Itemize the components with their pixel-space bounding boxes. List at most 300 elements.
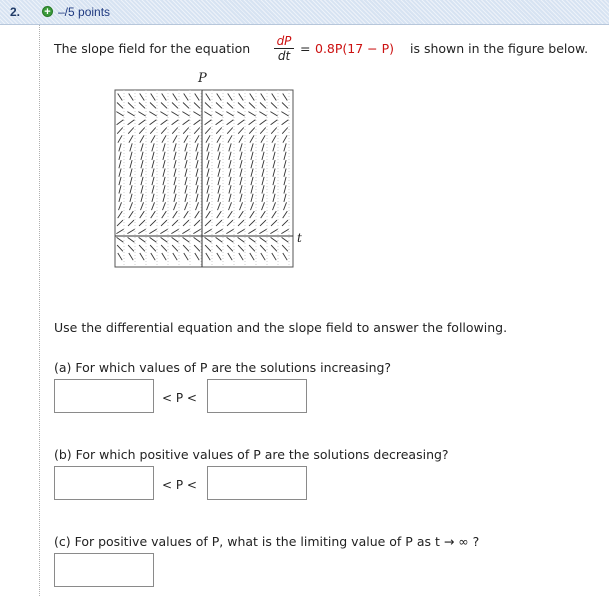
slope-segment [216, 237, 223, 242]
slope-segment [150, 237, 157, 242]
slope-segment [174, 160, 176, 168]
points-label[interactable]: –/5 points [58, 5, 111, 19]
slope-segment [271, 103, 277, 109]
slope-segment [228, 211, 233, 218]
slope-segment [150, 128, 156, 134]
slope-segment [141, 177, 143, 185]
slope-segment [139, 237, 146, 242]
slope-segment [163, 194, 165, 202]
slope-segment [262, 202, 265, 210]
slope-segment [130, 160, 132, 168]
slope-segment [127, 112, 134, 116]
slope-segment [139, 245, 145, 251]
slope-segment [229, 185, 231, 193]
slope-segment [273, 143, 275, 151]
slope-segment [251, 202, 254, 210]
slope-segment [228, 253, 232, 260]
slope-segment [270, 229, 277, 233]
slope-segment [229, 152, 231, 160]
slope-segment [130, 177, 132, 185]
slope-segment [128, 103, 134, 109]
slope-segment [173, 253, 177, 260]
slope-segment [206, 135, 210, 142]
slope-segment [194, 237, 201, 242]
slope-segment [163, 202, 166, 210]
derivative-fraction [273, 34, 295, 63]
slope-segment [172, 237, 179, 242]
slope-segment [229, 194, 231, 202]
slope-segment [194, 120, 201, 125]
slope-segment [172, 220, 178, 226]
slope-segment [174, 143, 176, 151]
slope-segment [163, 143, 165, 151]
slope-segment [238, 128, 244, 134]
slope-segment [196, 152, 198, 160]
slope-segment [240, 194, 242, 202]
slope-segment [251, 177, 253, 185]
part-a-upper-input[interactable] [207, 379, 307, 413]
slope-segment [206, 253, 210, 260]
fraction-denominator: dt [277, 49, 291, 63]
slope-segment [282, 128, 288, 134]
slope-segment [152, 143, 154, 151]
slope-segment [240, 169, 242, 177]
slope-segment [238, 237, 245, 242]
part-b-upper-input[interactable] [207, 466, 307, 500]
part-b-question: (b) For which positive values of P are the solutions decreasing? [54, 447, 449, 462]
slope-segment [183, 220, 189, 226]
slope-segment [196, 202, 199, 210]
slope-segment [240, 202, 243, 210]
figure-frame [115, 90, 293, 267]
slope-segment [226, 112, 233, 116]
slope-segment [152, 194, 154, 202]
slope-segment [282, 237, 289, 242]
slope-segment [215, 229, 222, 233]
slope-segment [217, 94, 222, 101]
slope-segment [185, 194, 187, 202]
slope-segment [218, 160, 220, 168]
slope-segment [141, 143, 143, 151]
slope-segment [150, 120, 157, 125]
slope-segment [184, 211, 189, 218]
slope-segment [128, 237, 135, 242]
slope-segment [207, 143, 209, 151]
slope-segment [127, 229, 134, 233]
slope-segment [248, 112, 255, 116]
slope-segment [152, 177, 154, 185]
slope-segment [119, 185, 121, 193]
slope-segment [128, 220, 134, 226]
slope-segment [227, 128, 233, 134]
slope-segment [207, 185, 209, 193]
slope-segment [228, 94, 233, 101]
slope-segment [229, 160, 231, 168]
slope-segment [248, 229, 255, 233]
slope-segment [118, 211, 123, 218]
slope-segment [141, 160, 143, 168]
slope-segment [128, 245, 134, 251]
part-c-question: (c) For positive values of P, what is the limiting value of P as t → ∞ ? [54, 534, 480, 549]
slope-segment [218, 177, 220, 185]
slope-segment [172, 103, 178, 109]
slope-segment [204, 229, 211, 233]
slope-segment [130, 169, 132, 177]
slope-segment [119, 160, 121, 168]
slope-segment [261, 94, 266, 101]
slope-segment [139, 128, 145, 134]
slope-segment [229, 169, 231, 177]
slope-segment [272, 253, 276, 260]
slope-segment [194, 245, 200, 251]
slope-segment [262, 160, 264, 168]
part-b-lower-input[interactable] [54, 466, 154, 500]
slope-segment [119, 202, 122, 210]
slope-segment [119, 143, 121, 151]
slope-segment [227, 237, 234, 242]
slope-segment [216, 220, 222, 226]
slope-segment [194, 220, 200, 226]
slope-segment [259, 229, 266, 233]
slope-segment [250, 94, 255, 101]
slope-segment [196, 169, 198, 177]
slope-segment [173, 94, 178, 101]
slope-segment [196, 143, 198, 151]
slope-segment [163, 152, 165, 160]
slope-segment [130, 202, 133, 210]
slope-segment [240, 160, 242, 168]
slope-segment [227, 120, 234, 125]
slope-segment [207, 169, 209, 177]
slope-segment [118, 135, 122, 142]
slope-segment [195, 135, 199, 142]
problem-trailing-text: is shown in the figure below. [410, 41, 589, 56]
slope-segment [262, 194, 264, 202]
slope-segment [185, 185, 187, 193]
slope-segment [215, 112, 222, 116]
slope-segment [185, 160, 187, 168]
slope-segment [205, 128, 211, 134]
t-axis-label: t [297, 231, 302, 245]
slope-segment [140, 211, 145, 218]
slope-segment [172, 245, 178, 251]
slope-segment [152, 202, 155, 210]
slope-segment [205, 220, 211, 226]
slope-segment [174, 169, 176, 177]
slope-segment [284, 160, 286, 168]
slope-segment [183, 237, 190, 242]
slope-segment [250, 211, 255, 218]
slope-segment [172, 120, 179, 125]
slope-segment [205, 245, 211, 251]
slope-segment [239, 211, 244, 218]
slope-segment [149, 112, 156, 116]
slope-segment [150, 220, 156, 226]
slope-segment [162, 135, 166, 142]
slope-segment [238, 245, 244, 251]
slope-segment [251, 185, 253, 193]
slope-segment [183, 245, 189, 251]
part-c-input[interactable] [54, 553, 154, 587]
slope-segment [281, 229, 288, 233]
slope-segment [174, 202, 177, 210]
slope-segment [183, 103, 189, 109]
slope-segment [141, 185, 143, 193]
equals-sign: = [300, 41, 311, 56]
slope-segment [117, 237, 124, 242]
slope-segment [240, 177, 242, 185]
slope-segment [216, 245, 222, 251]
slope-segment [251, 194, 253, 202]
slope-segment [207, 194, 209, 202]
slope-segment [260, 120, 267, 125]
slope-segment [239, 253, 243, 260]
slope-segment [161, 128, 167, 134]
slope-segment [160, 229, 167, 233]
slope-segment [161, 103, 167, 109]
slope-segment [128, 128, 134, 134]
question-number: 2. [10, 5, 21, 19]
slope-segment [118, 94, 123, 101]
slope-segment [283, 253, 287, 260]
slope-segment [284, 143, 286, 151]
slope-segment [237, 112, 244, 116]
slope-segment [151, 94, 156, 101]
slope-segment [229, 202, 232, 210]
slope-segment [128, 120, 135, 125]
slope-segment [163, 169, 165, 177]
slope-segment [284, 152, 286, 160]
slope-segment [272, 135, 276, 142]
slope-segment [249, 237, 256, 242]
slope-segment [163, 177, 165, 185]
slope-segment [271, 128, 277, 134]
slope-segment [272, 94, 277, 101]
slope-segment [282, 245, 288, 251]
slope-segment [204, 112, 211, 116]
slope-segment [119, 152, 121, 160]
part-a-lower-input[interactable] [54, 379, 154, 413]
fraction-numerator: dP [276, 34, 292, 48]
slope-segment [185, 152, 187, 160]
part-a-inequality: < P < [162, 391, 197, 405]
part-b-inequality: < P < [162, 478, 197, 492]
slope-segment [239, 94, 244, 101]
slope-segment [281, 112, 288, 116]
slope-segment [271, 120, 278, 125]
slope-segment [207, 152, 209, 160]
slope-segment [218, 169, 220, 177]
slope-segment [196, 185, 198, 193]
slope-segment [216, 103, 222, 109]
slope-segment [117, 103, 123, 109]
slope-segment [262, 152, 264, 160]
slope-segment [205, 103, 211, 109]
slope-segment [151, 211, 156, 218]
slope-segment [185, 143, 187, 151]
slope-segment [251, 160, 253, 168]
slope-segment [151, 135, 155, 142]
slope-segment [251, 152, 253, 160]
slope-segment [129, 135, 133, 142]
slope-segment [183, 128, 189, 134]
equation-rhs: 0.8P(17 − P) [315, 41, 395, 56]
slope-segment [140, 253, 144, 260]
slope-segment [185, 202, 188, 210]
problem-intro: The slope field for the equation [54, 41, 251, 56]
slope-segment [284, 169, 286, 177]
slope-segment [206, 211, 211, 218]
slope-segment [283, 94, 288, 101]
slope-segment [173, 135, 177, 142]
slope-segment [184, 94, 189, 101]
slope-segment [185, 177, 187, 185]
slope-segment [238, 220, 244, 226]
slope-segment [141, 202, 144, 210]
slope-segment [227, 220, 233, 226]
slope-segment [283, 211, 288, 218]
slope-segment [206, 94, 211, 101]
slope-segment [282, 220, 288, 226]
slope-segment [261, 253, 265, 260]
slope-segment [195, 253, 199, 260]
slope-segment [193, 229, 200, 233]
slope-segment [162, 94, 167, 101]
slope-segment [196, 194, 198, 202]
slope-segment [141, 152, 143, 160]
slope-segment [139, 103, 145, 109]
slope-segment [261, 135, 265, 142]
slope-segment [161, 120, 168, 125]
slope-segment [218, 143, 220, 151]
slope-segment [262, 185, 264, 193]
slope-segment [151, 253, 155, 260]
slope-segment [251, 143, 253, 151]
slope-segment [207, 160, 209, 168]
slope-field-figure [110, 70, 300, 270]
slope-segment [161, 245, 167, 251]
slope-segment [117, 120, 124, 125]
slope-segment [182, 229, 189, 233]
slope-segment [207, 202, 210, 210]
slope-segment [130, 185, 132, 193]
slope-segment [240, 185, 242, 193]
slope-segment [260, 220, 266, 226]
slope-segment [240, 143, 242, 151]
slope-segment [260, 128, 266, 134]
slope-segment [282, 103, 288, 109]
slope-segment [205, 120, 212, 125]
slope-segment [273, 185, 275, 193]
slope-segment [163, 160, 165, 168]
slope-segment [283, 135, 287, 142]
slope-segment [249, 120, 256, 125]
slope-segment [273, 152, 275, 160]
slope-segment [284, 177, 286, 185]
slope-segment [152, 160, 154, 168]
slope-segment [116, 229, 123, 233]
slope-segment [205, 237, 212, 242]
slope-segment [184, 135, 188, 142]
slope-segment [150, 245, 156, 251]
slope-segment [284, 194, 286, 202]
slope-segment [174, 185, 176, 193]
slope-segment [218, 185, 220, 193]
slope-segment [163, 185, 165, 193]
slope-segment [237, 229, 244, 233]
slope-segment [185, 169, 187, 177]
slope-segment [162, 211, 167, 218]
slope-segment [227, 245, 233, 251]
slope-segment [240, 152, 242, 160]
expand-plus-icon[interactable]: + [42, 6, 53, 17]
slope-segment [139, 220, 145, 226]
slope-segment [152, 152, 154, 160]
slope-segment [259, 112, 266, 116]
slope-segment [249, 245, 255, 251]
slope-segment [284, 202, 287, 210]
slope-segment [216, 128, 222, 134]
question-header [0, 0, 609, 25]
slope-segment [218, 202, 221, 210]
slope-segment [239, 135, 243, 142]
slope-segment [262, 177, 264, 185]
slope-segment [217, 211, 222, 218]
slope-segment [150, 103, 156, 109]
slope-segment [262, 169, 264, 177]
slope-segment [273, 177, 275, 185]
slope-segment [218, 152, 220, 160]
slope-segment [196, 177, 198, 185]
slope-segment [195, 94, 200, 101]
slope-segment [229, 177, 231, 185]
slope-segment [261, 211, 266, 218]
slope-segment [249, 220, 255, 226]
slope-segment [138, 229, 145, 233]
slope-segment [184, 253, 188, 260]
slope-segment [174, 177, 176, 185]
slope-segment [141, 194, 143, 202]
slope-segment [130, 143, 132, 151]
slope-segment [250, 253, 254, 260]
slope-segment [139, 120, 146, 125]
slope-segment [161, 237, 168, 242]
slope-segment [273, 202, 276, 210]
slope-segment [138, 112, 145, 116]
slope-segment [196, 160, 198, 168]
slope-segment [251, 169, 253, 177]
slope-segment [140, 94, 145, 101]
slope-segment [195, 211, 200, 218]
slope-segment [119, 194, 121, 202]
slope-segment [226, 229, 233, 233]
slope-segment [130, 152, 132, 160]
slope-segment [117, 220, 123, 226]
slope-segment [117, 128, 123, 134]
slope-segment [271, 237, 278, 242]
slope-segment [161, 220, 167, 226]
slope-segment [129, 94, 134, 101]
slope-segment [250, 135, 254, 142]
slope-segment [174, 152, 176, 160]
slope-segment [171, 112, 178, 116]
slope-segment [141, 169, 143, 177]
slope-segment [116, 112, 123, 116]
slope-segment [119, 169, 121, 177]
slope-segment [182, 112, 189, 116]
slope-segment [149, 229, 156, 233]
slope-segment [271, 220, 277, 226]
